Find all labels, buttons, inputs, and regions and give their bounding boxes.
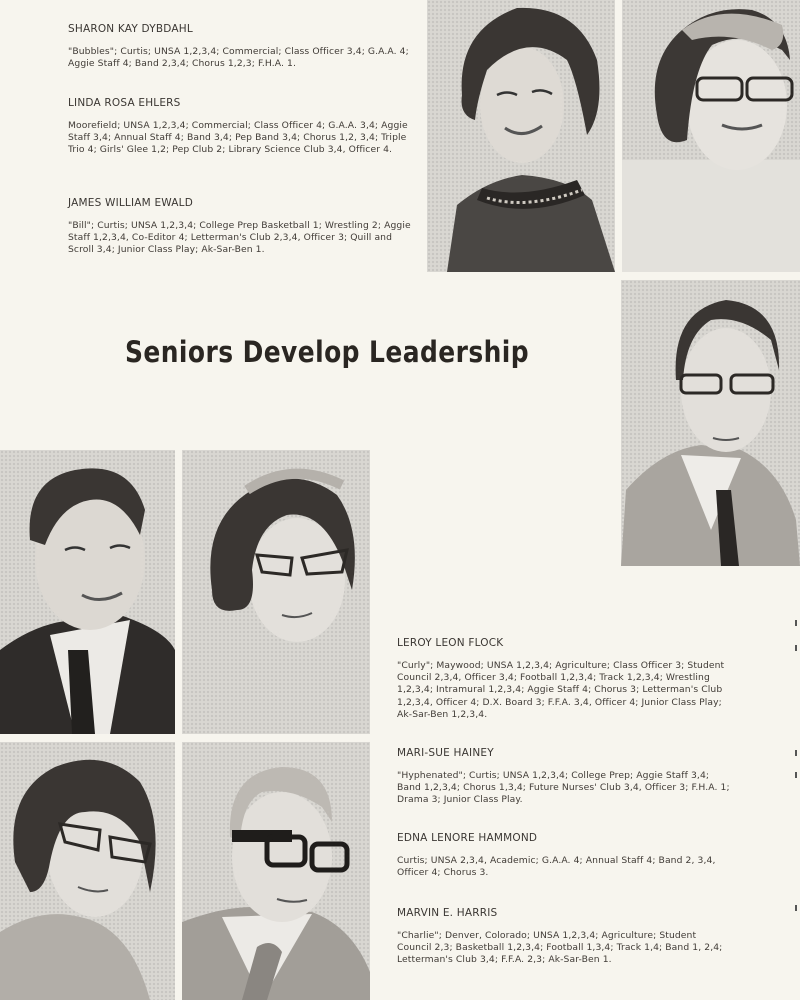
bio-linda-ehlers [68, 97, 413, 157]
page-edge-mark [795, 750, 797, 756]
senior-name: JAMES WILLIAM EWALD [68, 197, 194, 209]
photo-leroy-flock [0, 450, 175, 734]
bio-edna-hammond [397, 832, 732, 879]
portrait-image [182, 450, 370, 734]
photo-sharon-dybdahl [427, 0, 615, 272]
senior-details: "Charlie"; Denver, Colorado; UNSA 1,2,3,4; Agriculture; Student Council 2,3; Basketball 1,2,3,4; Football 1,3,4; Track 1,4; Band 1, 2,4; Letterman's Club 3,4; F.F.A. 2,3; Ak-Sar-Ben 1. [397, 930, 723, 966]
bio-james-ewald [68, 197, 413, 257]
bio-marvin-harris [397, 907, 732, 967]
portrait-image [622, 0, 800, 272]
senior-details: "Bubbles"; Curtis; UNSA 1,2,3,4; Commercial; Class Officer 3,4; G.A.A. 4; Aggie Staff 4; Band 2,3,4; Chorus 1,2,3; F.H.A. 1. [68, 46, 409, 70]
senior-name: MARVIN E. HARRIS [397, 907, 498, 919]
photo-james-ewald [621, 280, 800, 566]
senior-name: MARI-SUE HAINEY [397, 747, 494, 759]
senior-name: LEROY LEON FLOCK [397, 637, 504, 649]
bio-mari-sue-hainey [397, 747, 732, 807]
portrait-image [0, 450, 175, 734]
portrait-image [621, 280, 800, 566]
photo-marvin-harris [182, 742, 370, 1000]
bio-sharon-dybdahl [68, 23, 413, 70]
page-headline: Seniors Develop Leadership [125, 335, 530, 369]
senior-details: Curtis; UNSA 2,3,4, Academic; G.A.A. 4; Annual Staff 4; Band 2, 3,4, Officer 4; Chorus 3. [397, 855, 716, 879]
photo-mari-sue-hainey [182, 450, 370, 734]
senior-details: Moorefield; UNSA 1,2,3,4; Commercial; Class Officer 4; G.A.A. 3,4; Aggie Staff 3,4; Annual Staff 4; Band 3,4; Pep Band 3,4; Chorus 1,2, 3,4; Triple Trio 4; Girls' Glee 1,2; Pep Club 2; Library Science Club 3,4, Officer 4. [68, 120, 408, 156]
portrait-image [182, 742, 370, 1000]
senior-details: "Hyphenated"; Curtis; UNSA 1,2,3,4; College Prep; Aggie Staff 3,4; Band 1,2,3,4; Chorus 1,3,4; Future Nurses' Club 3,4, Officer 3; F.H.A. 1; Drama 3; Junior Class Play. [397, 770, 730, 806]
page-edge-mark [795, 620, 797, 626]
page-edge-mark [795, 645, 797, 651]
page-edge-mark [795, 772, 797, 778]
senior-details: "Curly"; Maywood; UNSA 1,2,3,4; Agriculture; Class Officer 3; Student Council 2,3,4, Officer 3,4; Football 1,2,3,4; Track 1,2,3,4; Wrestling 1,2,3,4; Intramural 1,2,3,4; Aggie Staff 4; Chorus 3; Letterman's Club 1,2,3,4, Officer 4; D.X. Board 3; F.F.A. 3,4, Officer 4; Junior Class Play; Ak-Sar-Ben 1,2,3,4. [397, 660, 725, 720]
page-edge-mark [795, 905, 797, 911]
photo-edna-hammond [0, 742, 175, 1000]
portrait-image [427, 0, 615, 272]
portrait-image [0, 742, 175, 1000]
senior-details: "Bill"; Curtis; UNSA 1,2,3,4; College Prep Basketball 1; Wrestling 2; Aggie Staff 1,2,3,4, Co-Editor 4; Letterman's Club 2,3,4, Officer 3; Quill and Scroll 3,4; Junior Class Play; Ak-Sar-Ben 1. [68, 220, 411, 256]
senior-name: LINDA ROSA EHLERS [68, 97, 181, 109]
senior-name: EDNA LENORE HAMMOND [397, 832, 538, 844]
photo-linda-ehlers [622, 0, 800, 272]
senior-name: SHARON KAY DYBDAHL [68, 23, 193, 35]
bio-leroy-flock [397, 637, 732, 721]
